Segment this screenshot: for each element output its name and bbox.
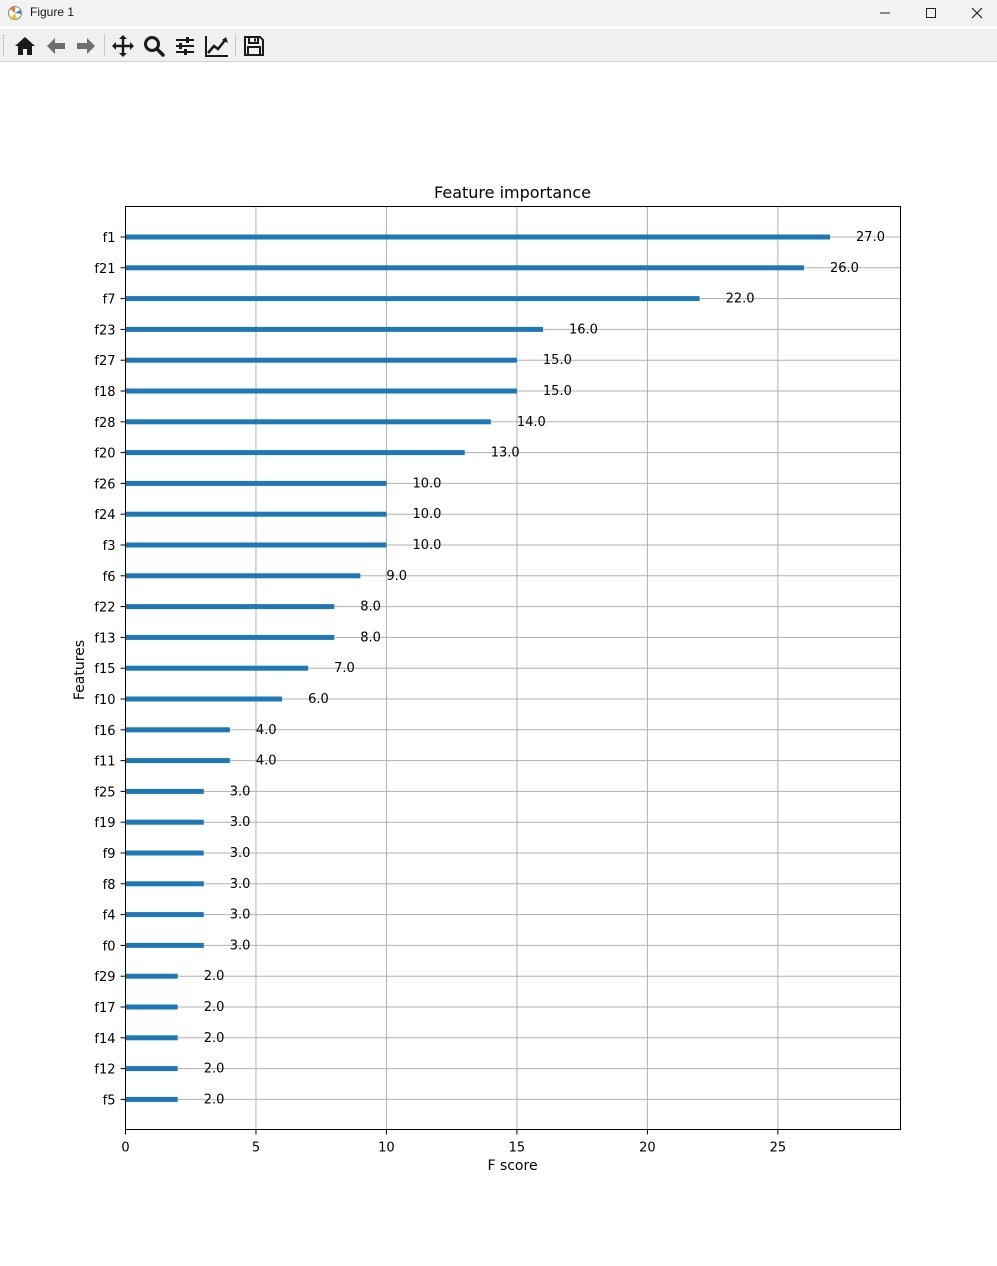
y-tick-label: f7 (102, 292, 116, 308)
bar-f20 (126, 450, 465, 455)
value-label: 16.0 (569, 322, 598, 338)
x-tick-label: 15 (508, 1140, 526, 1156)
toolbar-separator (235, 34, 236, 56)
value-label: 10.0 (412, 538, 442, 553)
x-tick-label: 20 (639, 1140, 656, 1156)
y-tick-label: f20 (94, 446, 116, 462)
value-label: 15.0 (542, 384, 572, 399)
value-label: 4.0 (255, 722, 277, 738)
y-axis-label: Features (72, 639, 88, 701)
bar-f8 (126, 881, 204, 886)
y-tick-label: f22 (94, 600, 116, 616)
y-tick-label: f15 (94, 662, 116, 678)
y-tick-label: f5 (102, 1093, 116, 1109)
y-tick-label: f0 (102, 939, 116, 955)
y-tick-label: f8 (102, 877, 116, 893)
x-tick-label: 25 (769, 1140, 787, 1156)
value-label: 13.0 (490, 445, 520, 461)
x-tick-label: 0 (121, 1140, 130, 1156)
home-icon (13, 34, 37, 58)
value-label: 2.0 (203, 1030, 225, 1046)
bar-f9 (126, 851, 204, 856)
maximize-icon (925, 7, 937, 19)
y-tick-label: f29 (94, 970, 116, 986)
y-tick-label: f1 (102, 231, 116, 246)
chart-title: Feature importance (434, 183, 591, 202)
zoom-magnifier-icon (142, 34, 166, 58)
pan-button[interactable] (109, 32, 137, 60)
configure-subplots-icon (173, 34, 197, 58)
y-tick-label: f9 (102, 847, 116, 862)
value-label: 8.0 (360, 599, 381, 615)
save-floppy-icon (242, 34, 266, 58)
value-label: 2.0 (203, 1092, 225, 1108)
y-tick-label: f14 (94, 1031, 116, 1047)
value-label: 3.0 (229, 876, 251, 892)
bar-f6 (126, 573, 361, 578)
close-button[interactable] (954, 0, 997, 26)
value-label: 2.0 (203, 969, 225, 985)
value-label: 3.0 (229, 907, 251, 923)
bar-f16 (126, 727, 230, 732)
minimize-icon (879, 7, 891, 19)
save-button[interactable] (240, 32, 268, 60)
value-label: 27.0 (856, 230, 885, 245)
bar-f18 (126, 389, 517, 394)
value-label: 4.0 (255, 753, 277, 769)
bar-f25 (126, 789, 204, 794)
bar-f21 (126, 265, 804, 270)
x-tick-label: 10 (378, 1140, 395, 1156)
pan-move-icon (111, 34, 135, 58)
toolbar-separator (104, 34, 105, 56)
bar-f14 (126, 1035, 178, 1040)
bar-f12 (126, 1066, 178, 1071)
value-label: 8.0 (360, 630, 381, 646)
value-label: 2.0 (203, 1000, 225, 1015)
y-tick-label: f4 (102, 908, 116, 924)
maximize-button[interactable] (908, 0, 954, 26)
bar-f3 (126, 543, 387, 548)
forward-arrow-icon (74, 34, 98, 58)
y-tick-label: f17 (94, 1001, 116, 1016)
back-button[interactable] (42, 32, 70, 60)
bar-f1 (126, 235, 831, 240)
y-tick-label: f10 (94, 693, 116, 708)
minimize-button[interactable] (862, 0, 908, 26)
value-label: 3.0 (229, 815, 251, 831)
value-label: 6.0 (308, 692, 329, 707)
y-tick-label: f19 (94, 816, 116, 832)
bar-f10 (126, 697, 283, 702)
figure-canvas[interactable] (0, 62, 997, 1262)
bar-f11 (126, 758, 230, 763)
bar-f0 (126, 943, 204, 948)
value-label: 14.0 (516, 414, 546, 430)
y-tick-label: f13 (94, 631, 116, 647)
bar-f17 (126, 1005, 178, 1010)
toolbar-grip (3, 35, 6, 55)
value-label: 2.0 (203, 1061, 225, 1077)
y-tick-label: f25 (94, 785, 116, 801)
bar-f19 (126, 820, 204, 825)
close-icon (971, 7, 983, 19)
bar-f24 (126, 512, 387, 517)
y-tick-label: f27 (94, 354, 116, 370)
title-bar (0, 0, 997, 26)
y-tick-label: f11 (94, 754, 116, 770)
home-button[interactable] (11, 32, 39, 60)
y-tick-label: f23 (94, 323, 116, 339)
bar-f7 (126, 296, 700, 301)
y-tick-label: f26 (94, 477, 116, 493)
value-label: 10.0 (412, 476, 442, 492)
configure-subplots-button[interactable] (171, 32, 199, 60)
y-tick-label: f12 (94, 1062, 116, 1078)
value-label: 7.0 (334, 661, 355, 677)
value-label: 3.0 (229, 846, 251, 861)
value-label: 22.0 (725, 291, 755, 307)
back-arrow-icon (44, 34, 68, 58)
bar-f4 (126, 912, 204, 917)
value-label: 3.0 (229, 784, 251, 800)
y-tick-label: f28 (94, 415, 116, 431)
navigation-toolbar (0, 29, 997, 62)
window-title: Figure 1 (30, 5, 75, 19)
label-layer (94, 230, 885, 1156)
y-tick-label: f24 (94, 508, 116, 524)
bar-f27 (126, 358, 517, 363)
y-tick-label: f6 (102, 569, 116, 585)
bar-f29 (126, 974, 178, 979)
x-tick-label: 5 (251, 1140, 261, 1156)
y-tick-label: f3 (102, 539, 116, 554)
zoom-button[interactable] (140, 32, 168, 60)
matplotlib-app-icon (7, 5, 23, 21)
bar-f23 (126, 327, 544, 332)
edit-axis-curve-icon (204, 34, 230, 58)
bar-f13 (126, 635, 335, 640)
y-tick-label: f16 (94, 723, 116, 739)
bar-f15 (126, 666, 309, 671)
x-axis-label: F score (487, 1158, 538, 1174)
value-label: 9.0 (386, 568, 408, 584)
bar-f28 (126, 419, 491, 424)
edit-axis-button[interactable] (203, 32, 231, 60)
bar-f5 (126, 1097, 178, 1102)
value-label: 10.0 (412, 507, 442, 523)
forward-button[interactable] (72, 32, 100, 60)
y-tick-label: f21 (94, 261, 116, 277)
value-label: 3.0 (229, 938, 251, 954)
bar-f22 (126, 604, 335, 609)
y-tick-label: f18 (94, 385, 116, 400)
value-label: 26.0 (829, 260, 859, 276)
feature-importance-chart (0, 62, 997, 1262)
value-label: 15.0 (542, 353, 572, 369)
bar-f26 (126, 481, 387, 486)
